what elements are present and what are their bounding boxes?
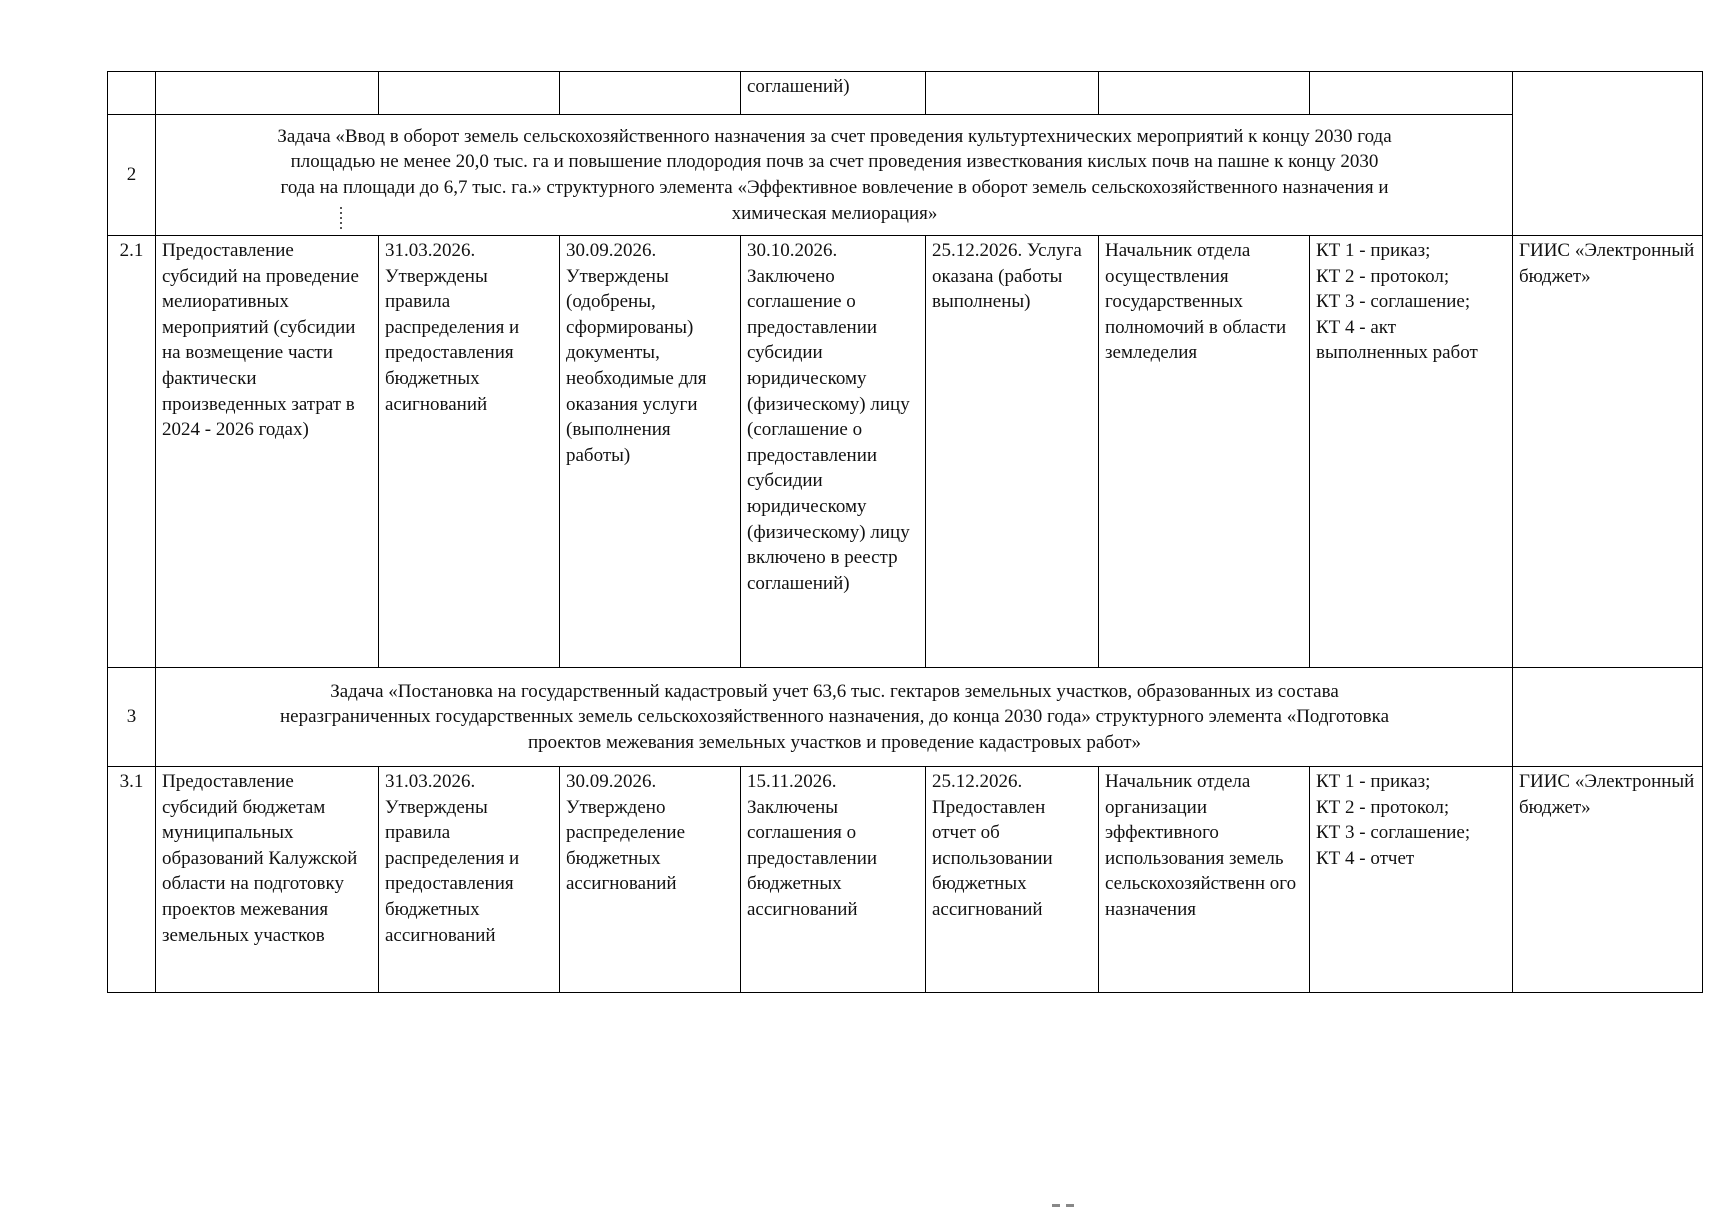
cell-system — [1513, 668, 1703, 767]
cell-documents — [1310, 236, 1513, 668]
cell-event: Предоставление субсидий бюджетам муниципальных образований Калужской области на подготовку проектов межевания земельных участков — [156, 767, 379, 993]
doc-line: КТ 3 - соглашение; — [1316, 291, 1471, 313]
cell-ct3: 15.11.2026. Заключены соглашения о предоставлении бюджетных ассигнований — [741, 767, 926, 993]
task-3-line-3: проектов межевания земельных участков и проведение кадастровых работ» — [527, 731, 1142, 753]
cell-ct2 — [560, 72, 741, 115]
cell-system — [1513, 72, 1703, 236]
task-2-line-3: года на площади до 6,7 тыс. га.» структурного элемента «Эффективное вовлечение в оборот земель сельскохозяйственного назначения и — [280, 177, 1389, 198]
task-2-line-2: площадью не менее 20,0 тыс. га и повышение плодородия почв за счет проведения известкования кислых почв на пашне к концу 2030 — [290, 151, 1379, 173]
cell-responsible — [1099, 72, 1310, 115]
doc-line: КТ 1 - приказ; — [1316, 240, 1431, 261]
plan-table — [107, 71, 1703, 993]
cell-ct4: 25.12.2026. Услуга оказана (работы выполнены) — [926, 236, 1099, 668]
doc-line: КТ 4 - акт выполненных работ — [1316, 316, 1478, 364]
cell-ct1: 31.03.2026. Утверждены правила распределения и предоставления бюджетных асигнований — [379, 236, 560, 668]
table-row-3-1 — [108, 767, 1703, 993]
task-3-line-1: Задача «Постановка на государственный кадастровый учет 63,6 тыс. гектаров земельных участков, образованных из состава — [330, 680, 1339, 702]
cell-ct2: 30.09.2026. Утверждены (одобрены, сформированы) документы, необходимые для оказания услуги (выполнения работы) — [560, 236, 741, 668]
cell-ct3: соглашений) — [741, 72, 926, 115]
doc-line: КТ 2 - протокол; — [1316, 265, 1450, 287]
row-number: 2 — [108, 115, 156, 236]
doc-line: КТ 2 - протокол; — [1316, 796, 1450, 818]
task-2-text — [156, 115, 1513, 236]
scan-artifact-dots — [340, 207, 342, 229]
cell-documents — [1310, 72, 1513, 115]
doc-line: КТ 4 - отчет — [1316, 847, 1415, 869]
task-3-text — [156, 668, 1513, 767]
row-number: 3 — [108, 668, 156, 767]
cell-num — [108, 72, 156, 115]
cell-responsible: Начальник отдела организации эффективного использования земель сельскохозяйственн ого назначения — [1099, 767, 1310, 993]
table-row-fragment — [108, 72, 1703, 115]
task-2-line-4: химическая мелиорация» — [731, 202, 938, 224]
cell-ct2: 30.09.2026. Утверждено распределение бюджетных ассигнований — [560, 767, 741, 993]
cell-ct1 — [379, 72, 560, 115]
cell-ct4: 25.12.2026. Предоставлен отчет об использовании бюджетных ассигнований — [926, 767, 1099, 993]
cell-responsible: Начальник отдела осуществления государственных полномочий в области земледелия — [1099, 236, 1310, 668]
cell-event: Предоставление субсидий на проведение мелиоративных мероприятий (субсидии на возмещение части фактически произведенных затрат в 2024 - 2026 годах) — [156, 236, 379, 668]
table-row-2-1 — [108, 236, 1703, 668]
cell-system: ГИИС «Электронный бюджет» — [1513, 236, 1703, 668]
doc-line: КТ 1 - приказ; — [1316, 771, 1431, 792]
cell-ct3: 30.10.2026. Заключено соглашение о предоставлении субсидии юридическому (физическому) лицу (соглашение о предоставлении субсидии юридическому (физическому) лицу включено в реестр соглашений) — [741, 236, 926, 668]
table-row-task-3 — [108, 668, 1703, 767]
cell-system: ГИИС «Электронный бюджет» — [1513, 767, 1703, 993]
table-row-task-2 — [108, 115, 1703, 236]
cell-event — [156, 72, 379, 115]
scan-artifact-mark — [1052, 1194, 1092, 1198]
cell-ct1: 31.03.2026. Утверждены правила распределения и предоставления бюджетных ассигнований — [379, 767, 560, 993]
doc-line: КТ 3 - соглашение; — [1316, 822, 1471, 844]
cell-ct4 — [926, 72, 1099, 115]
task-2-line-1: Задача «Ввод в оборот земель сельскохозяйственного назначения за счет проведения культуртехнических мероприятий к концу 2030 года — [277, 125, 1392, 147]
cell-documents — [1310, 767, 1513, 993]
task-3-line-2: неразграниченных государственных земель сельскохозяйственного назначения, до конца 2030 года» структурного элемента «Подготовка — [279, 706, 1390, 728]
row-number: 2.1 — [108, 236, 156, 668]
row-number: 3.1 — [108, 767, 156, 993]
